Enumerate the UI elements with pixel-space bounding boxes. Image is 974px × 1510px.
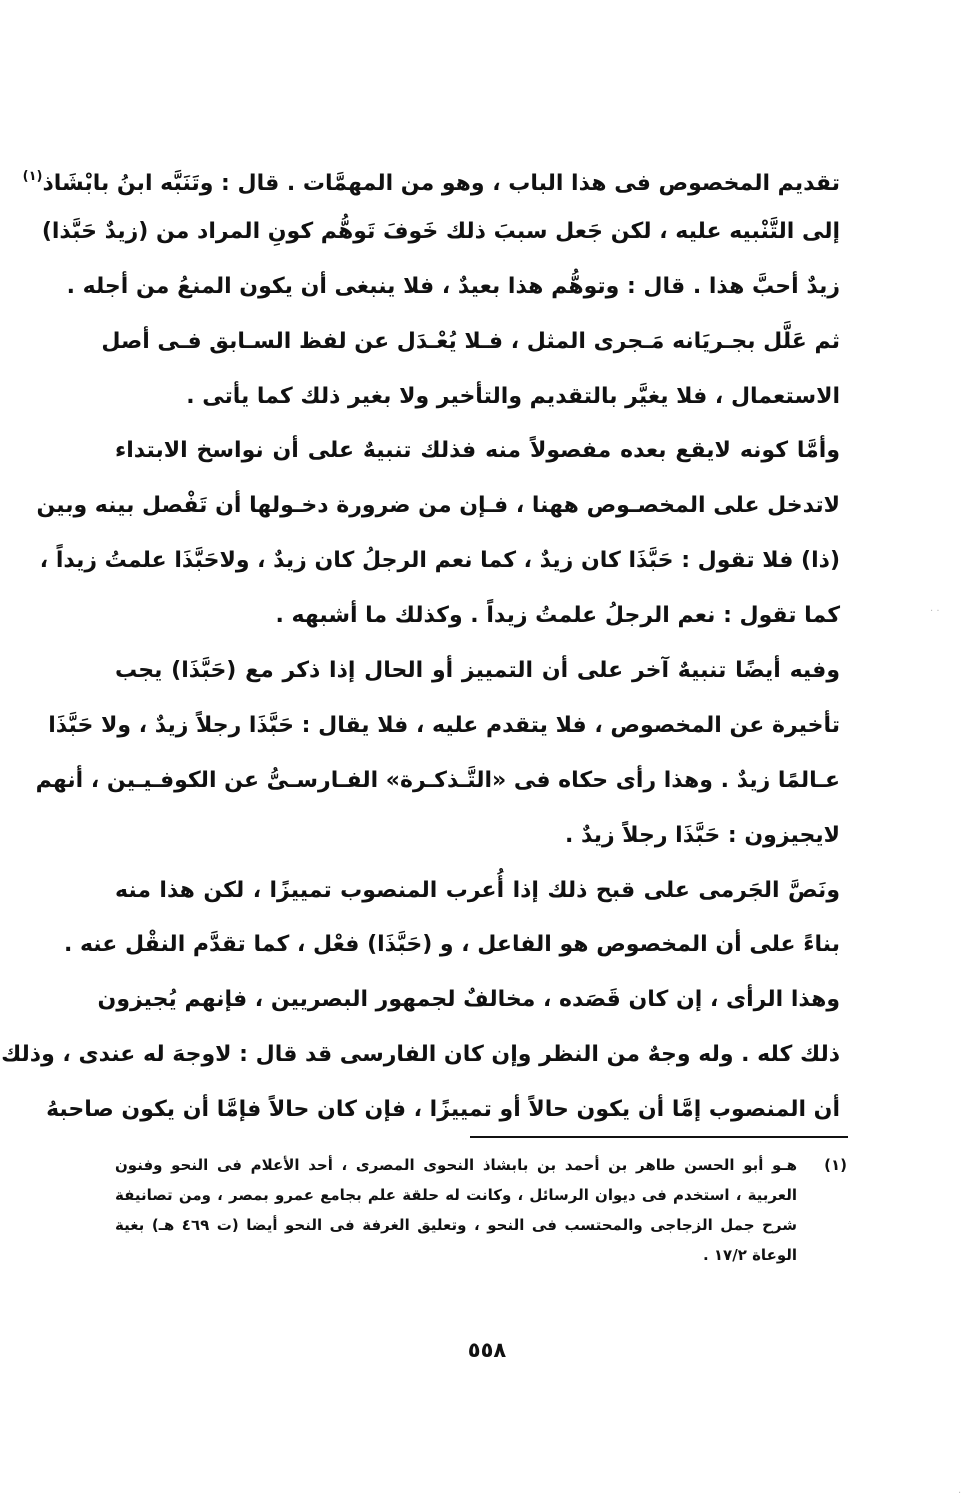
footnote-marker: (١) [824, 1156, 847, 1174]
text-line-16: وهذا الرأى ، إن كان قَصَده ، مخالفٌ لجمهور البصريين ، فإنهم يُجيزون [97, 987, 840, 1013]
footnote-reference: (١) [22, 169, 43, 184]
text-line-18: أن المنصوب إمَّا أن يكون حالاً أو تمييزًا ، فإن كان حالاً فإمَّا أن يكون صاحبهُ [46, 1097, 840, 1123]
scan-speck: · · [930, 606, 940, 617]
footnote-line-2: العربية ، استخدم فى ديوان الرسائل ، وكانت له حلقة علم بجامع عمرو بمصر ، ومن تصانيفة [115, 1186, 797, 1204]
text-line-2: إلى التَّنْبيه عليه ، لكن جَعل سببَ ذلك خَوفَ تَوهُّم كونِ المراد من (زيدٌ حَبَّذا) [41, 218, 840, 244]
text-line-17: ذلك كله . وله وجهٌ من النظر وإن كان الفارسى قد قال : لاوجهَ له عندى ، وذلك [1, 1042, 840, 1068]
text-line-9: كما تقول : نعم الرجلُ علمتُ زيداً . وكذلك ما أشبهه . [275, 603, 840, 629]
footnote-line-4: الوعاة ١٧/٢ . [702, 1246, 797, 1264]
text-line-13: لايجيزون : حَبَّذَا رجلاً زيدٌ . [564, 822, 840, 848]
footnote-line-3: شرح جمل الزجاجى والمحتسب فى النحو ، وتعليق الغرفة فى النحو أيضا (ت ٤٦٩ هـ) بغية [115, 1216, 797, 1234]
scan-speck: · [958, 1488, 962, 1499]
main-text [1, 150, 840, 1138]
footnote-divider [470, 1136, 848, 1138]
text-line-14: ونَصَّ الجَرمى على قبح ذلك إذا أُعرب المنصوب تمييزًا ، لكن هذا منه [115, 877, 840, 903]
page-number: ٥٥٨ [467, 1338, 507, 1362]
text-line-10: وفيه أيضًا تنبيهٌ آخر على أن التمييز أو الحال إذا ذكر مع (حَبَّذَا) يجب [115, 658, 840, 684]
text-line-1: تقديم المخصوص فى هذا الباب ، وهو من المهمَّات . قال : وتَنَبَّه ابنُ بابْشَاذ$^{(١)}$ [22, 169, 840, 196]
text-line-6: وأمَّا كونه لايقع بعده مفصولاً منه فذلك تنبيهٌ على أن نواسخ الابتداء [115, 438, 840, 464]
text-line-4: ثم عَلَّل بجـريَانه مَـجرى المثل ، فـلا يُعْـدَل عن لفظ السـابق فـى أصل [101, 328, 840, 354]
footnote-body [115, 1150, 797, 1270]
text-line-15: بناءً على أن المخصوص هو الفاعل ، و (حَبَّذَا) فعْل ، كما تقدَّم النقْل عنه . [63, 932, 840, 958]
text-line-8: (ذا) فلا تقول : حَبَّذَا كان زيدٌ ، كما نعم الرجلُ كان زيدٌ ، ولاحَبَّذَا علمتُ زيداً ، [39, 548, 840, 574]
text-line-11: تأخيرة عن المخصوص ، فلا يتقدم عليه ، فلا يقال : حَبَّذَا رجلاً زيدٌ ، ولا حَبَّذَا [48, 712, 840, 738]
footnote-line-1: هـو أبو الحسن طاهر بن أحمد بن بابشاذ النحوى المصرى ، أحد الأعلام فى النحو وفنون [115, 1156, 797, 1174]
text-line-12: عـالمًا زيدٌ . وهذا رأى حكاه فى «التَّـذكـرة» الفـارسـىُّ عن الكوفـيـين ، أنهم [35, 767, 840, 793]
text-line-5: الاستعمال ، فلا يغيَّر بالتقديم والتأخير ولا بغير ذلك كما يأتى . [186, 383, 840, 409]
text-line-7: لاتدخل على المخصـوص ههنا ، فـإن من ضرورة دخـولها أن تَفْصل بينه وبين [36, 493, 840, 519]
text-line-3: زيدٌ أحبَّ هذا . قال : وتوهُّم هذا بعيدٌ ، فلا ينبغى أن يكون المنعُ من أجله . [66, 273, 840, 299]
footnote-section [115, 1150, 847, 1270]
